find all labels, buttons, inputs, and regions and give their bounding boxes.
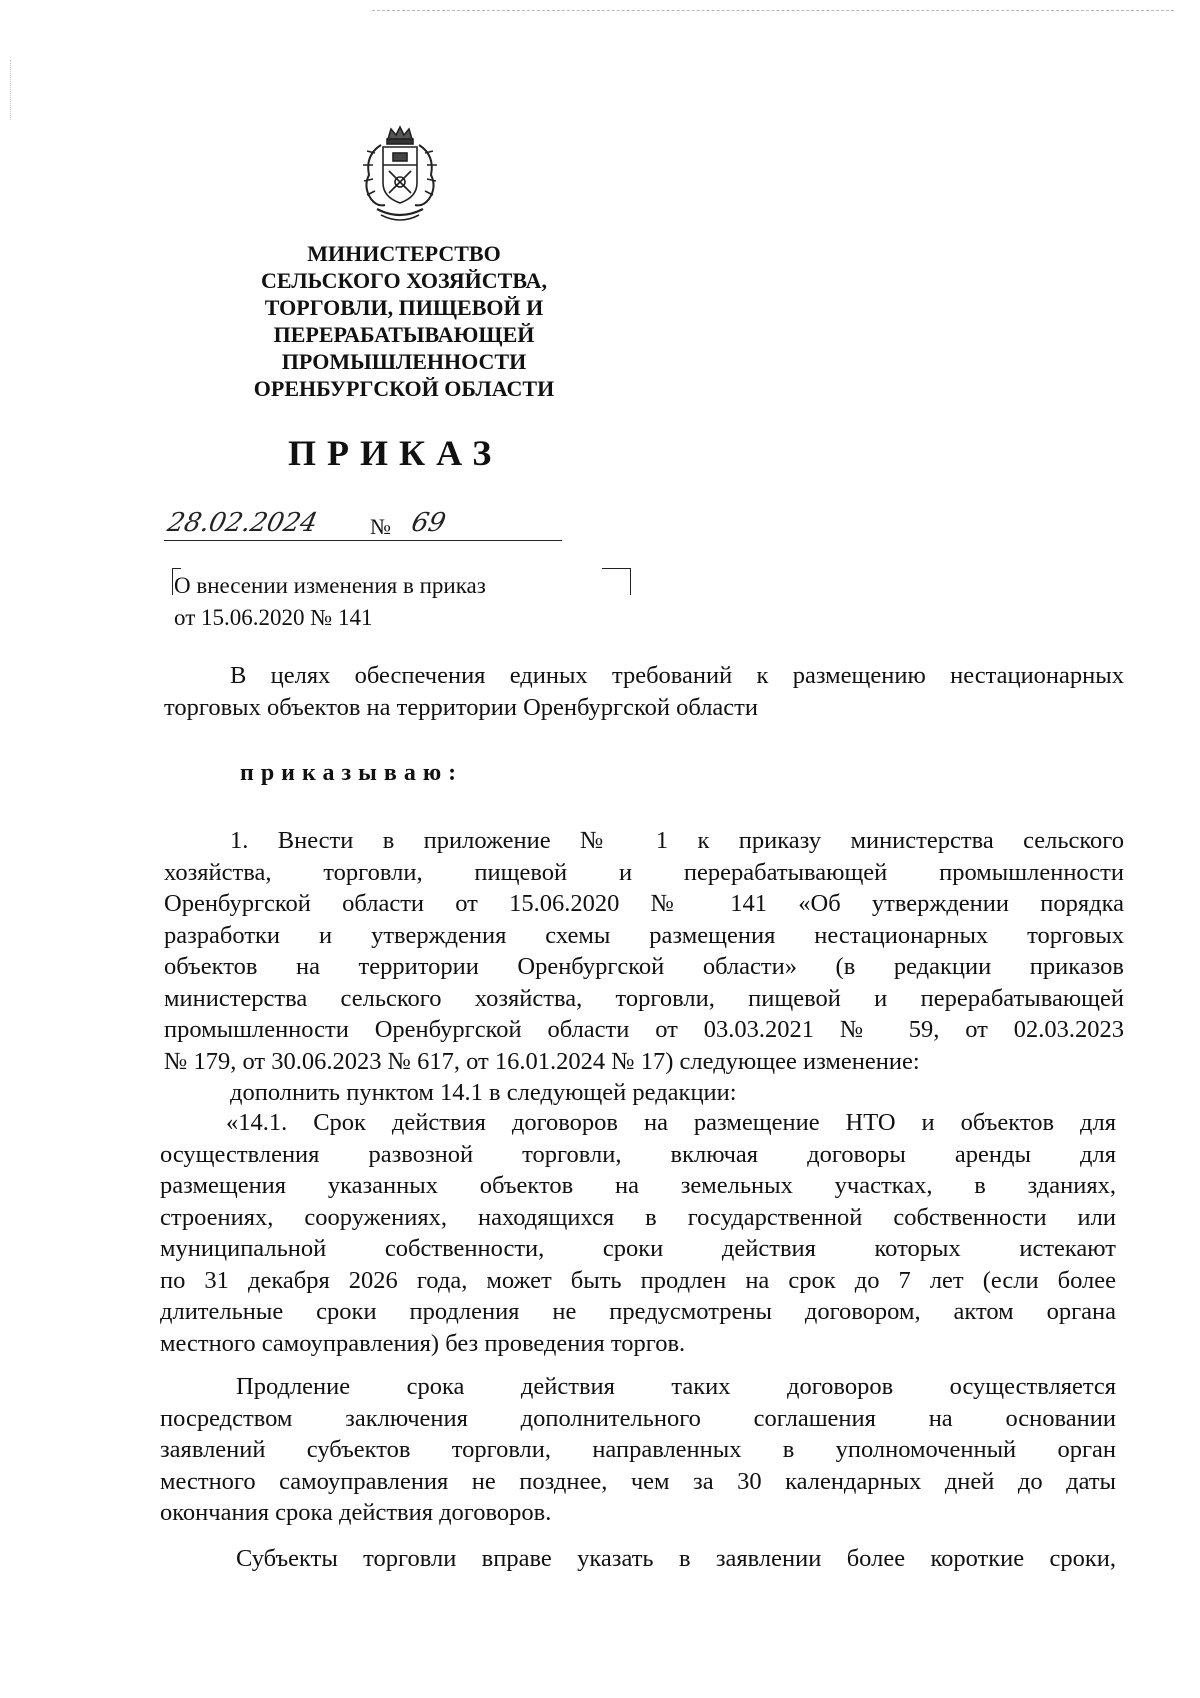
item-1 — [164, 825, 1124, 1109]
subject-line: О внесении изменения в приказ — [174, 573, 486, 598]
coat-of-arms-icon — [355, 125, 445, 225]
final-paragraph — [160, 1543, 1116, 1575]
item-1-line: промышленности Оренбургской области от 03.03.2021 № 59, от 02.03.2023 — [164, 1016, 1124, 1043]
clause-line: длительные сроки продления не предусмотрены договором, актом органа — [160, 1298, 1116, 1325]
clause-14-1 — [160, 1107, 1116, 1359]
ministry-name — [240, 240, 568, 402]
supplement-line: дополнить пунктом 14.1 в следующей редакции: — [230, 1079, 737, 1106]
order-word: приказываю: — [240, 760, 464, 786]
scan-edge-line-left — [10, 60, 11, 120]
date-underline — [164, 540, 562, 541]
item-1-line: хозяйства, торговли, пищевой и перерабатывающей промышленности — [164, 858, 1124, 886]
item-1-line: разработки и утверждения схемы размещения нестационарных торговых — [164, 921, 1124, 949]
preamble-line: В целях обеспечения единых требований к размещению нестационарных — [230, 662, 1124, 689]
final-line: Субъекты торговли вправе указать в заявлении более короткие сроки, — [236, 1545, 1116, 1572]
extension-line: окончания срока действия договоров. — [160, 1499, 552, 1526]
handwritten-date: 28.02.2024 — [164, 508, 321, 538]
clause-line: «14.1. Срок действия договоров на размещение НТО и объектов для — [226, 1109, 1116, 1136]
ministry-line: ТОРГОВЛИ, ПИЩЕВОЙ И — [264, 295, 544, 320]
clause-line: по 31 декабря 2026 года, может быть продлен на срок до 7 лет (если более — [160, 1266, 1116, 1294]
extension-line: местного самоуправления не позднее, чем за 30 календарных дней до даты — [160, 1467, 1116, 1495]
ministry-line: СЕЛЬСКОГО ХОЗЯЙСТВА, — [260, 268, 548, 293]
item-1-line: министерства сельского хозяйства, торговли, пищевой и перерабатывающей — [164, 984, 1124, 1012]
handwritten-number: 69 — [408, 508, 449, 538]
date-number-line — [164, 508, 564, 538]
clause-line: местного самоуправления) без проведения торгов. — [160, 1329, 686, 1357]
item-1-line: 1. Внести в приложение № 1 к приказу министерства сельского — [230, 827, 1124, 854]
extension-line: Продление срока действия таких договоров осуществляется — [236, 1373, 1116, 1400]
order-subject — [174, 570, 634, 634]
item-1-line: № 179, от 30.06.2023 № 617, от 16.01.2024 № 17) следующее изменение: — [164, 1047, 920, 1075]
item-1-line: Оренбургской области от 15.06.2020 № 141 «Об утверждении порядка — [164, 890, 1124, 917]
ministry-line: ПЕРЕРАБАТЫВАЮЩЕЙ — [273, 322, 535, 347]
clause-line: осуществления развозной торговли, включая договоры аренды для — [160, 1140, 1116, 1168]
item-1-line: объектов на территории Оренбургской области» (в редакции приказов — [164, 953, 1124, 980]
document-type-title: ПРИКАЗ — [288, 433, 503, 473]
clause-line: муниципальной собственности, сроки действия которых истекают — [160, 1235, 1116, 1262]
ministry-line: ПРОМЫШЛЕННОСТИ — [281, 349, 527, 374]
extension-line: заявлений субъектов торговли, направленных в уполномоченный орган — [160, 1436, 1116, 1463]
number-sign: № — [370, 514, 391, 539]
clause-line: строениях, сооружениях, находящихся в государственной собственности или — [160, 1203, 1116, 1231]
ministry-line: МИНИСТЕРСТВО — [307, 241, 501, 266]
scan-edge-line — [372, 10, 1174, 11]
subject-line: от 15.06.2020 № 141 — [174, 605, 373, 630]
preamble — [164, 660, 1124, 723]
preamble-line: торговых объектов на территории Оренбургской области — [164, 693, 758, 721]
extension-paragraph — [160, 1371, 1116, 1529]
clause-line: размещения указанных объектов на земельных участках, в зданиях, — [160, 1172, 1116, 1199]
extension-line: посредством заключения дополнительного соглашения на основании — [160, 1404, 1116, 1432]
ministry-line: ОРЕНБУРГСКОЙ ОБЛАСТИ — [253, 376, 555, 401]
